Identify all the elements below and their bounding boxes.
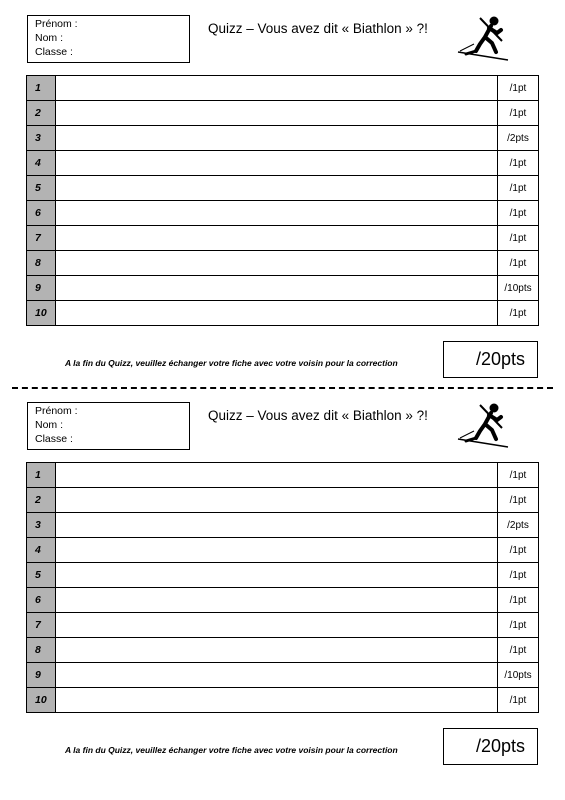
answer-rows	[27, 463, 539, 713]
question-number: 2	[27, 488, 56, 513]
last-name-label: Nom :	[35, 32, 64, 44]
answer-field[interactable]	[56, 588, 498, 613]
question-row	[27, 563, 539, 588]
answer-field[interactable]	[56, 176, 498, 201]
question-row	[27, 126, 539, 151]
question-points: /1pt	[498, 201, 539, 226]
question-points: /1pt	[498, 463, 539, 488]
question-row	[27, 201, 539, 226]
question-number: 3	[27, 126, 56, 151]
first-name-label: Prénom :	[35, 18, 78, 30]
question-row	[27, 488, 539, 513]
biathlon-skier-icon	[456, 401, 510, 453]
question-points: /1pt	[498, 76, 539, 101]
question-number: 10	[27, 688, 56, 713]
class-label: Classe :	[35, 433, 73, 445]
question-number: 9	[27, 663, 56, 688]
question-row	[27, 251, 539, 276]
answer-field[interactable]	[56, 663, 498, 688]
question-points: /10pts	[498, 663, 539, 688]
question-row	[27, 688, 539, 713]
exchange-instruction: A la fin du Quizz, veuillez échanger votre fiche avec votre voisin pour la correction	[65, 358, 398, 368]
question-number: 2	[27, 101, 56, 126]
question-points: /1pt	[498, 613, 539, 638]
question-number: 4	[27, 538, 56, 563]
question-row	[27, 638, 539, 663]
question-number: 1	[27, 76, 56, 101]
total-score-box: /20pts	[443, 341, 538, 378]
question-row	[27, 276, 539, 301]
answer-field[interactable]	[56, 463, 498, 488]
answer-field[interactable]	[56, 76, 498, 101]
answer-field[interactable]	[56, 513, 498, 538]
question-points: /1pt	[498, 101, 539, 126]
cut-line	[12, 387, 553, 389]
question-number: 7	[27, 613, 56, 638]
question-number: 6	[27, 201, 56, 226]
question-number: 5	[27, 563, 56, 588]
question-row	[27, 513, 539, 538]
question-row	[27, 663, 539, 688]
answer-field[interactable]	[56, 276, 498, 301]
question-number: 8	[27, 251, 56, 276]
answer-field[interactable]	[56, 638, 498, 663]
answer-field[interactable]	[56, 126, 498, 151]
class-label: Classe :	[35, 46, 73, 58]
answer-field[interactable]	[56, 201, 498, 226]
question-row	[27, 226, 539, 251]
question-points: /1pt	[498, 538, 539, 563]
question-row	[27, 538, 539, 563]
quiz-title: Quizz – Vous avez dit « Biathlon » ?!	[208, 21, 428, 36]
question-number: 5	[27, 176, 56, 201]
answer-field[interactable]	[56, 688, 498, 713]
question-number: 4	[27, 151, 56, 176]
question-row	[27, 151, 539, 176]
question-points: /1pt	[498, 151, 539, 176]
answer-table	[26, 75, 539, 326]
answer-rows	[27, 76, 539, 326]
answer-field[interactable]	[56, 613, 498, 638]
question-number: 9	[27, 276, 56, 301]
answer-field[interactable]	[56, 151, 498, 176]
first-name-label: Prénom :	[35, 405, 78, 417]
question-number: 6	[27, 588, 56, 613]
answer-field[interactable]	[56, 301, 498, 326]
exchange-instruction: A la fin du Quizz, veuillez échanger votre fiche avec votre voisin pour la correction	[65, 745, 398, 755]
question-row	[27, 588, 539, 613]
question-points: /2pts	[498, 126, 539, 151]
answer-field[interactable]	[56, 563, 498, 588]
question-row	[27, 301, 539, 326]
answer-field[interactable]	[56, 226, 498, 251]
quiz-title: Quizz – Vous avez dit « Biathlon » ?!	[208, 408, 428, 423]
question-row	[27, 101, 539, 126]
total-score-box: /20pts	[443, 728, 538, 765]
answer-field[interactable]	[56, 251, 498, 276]
question-number: 1	[27, 463, 56, 488]
question-points: /1pt	[498, 588, 539, 613]
last-name-label: Nom :	[35, 419, 64, 431]
question-points: /1pt	[498, 226, 539, 251]
question-points: /10pts	[498, 276, 539, 301]
question-number: 7	[27, 226, 56, 251]
question-points: /1pt	[498, 688, 539, 713]
question-row	[27, 176, 539, 201]
question-points: /1pt	[498, 563, 539, 588]
biathlon-skier-icon	[456, 14, 510, 66]
question-points: /2pts	[498, 513, 539, 538]
answer-field[interactable]	[56, 101, 498, 126]
question-points: /1pt	[498, 638, 539, 663]
question-number: 8	[27, 638, 56, 663]
question-row	[27, 613, 539, 638]
question-number: 10	[27, 301, 56, 326]
question-row	[27, 463, 539, 488]
question-points: /1pt	[498, 301, 539, 326]
student-info-box	[27, 402, 190, 450]
answer-table	[26, 462, 539, 713]
answer-field[interactable]	[56, 488, 498, 513]
question-number: 3	[27, 513, 56, 538]
question-row	[27, 76, 539, 101]
question-points: /1pt	[498, 488, 539, 513]
question-points: /1pt	[498, 251, 539, 276]
question-points: /1pt	[498, 176, 539, 201]
student-info-box	[27, 15, 190, 63]
answer-field[interactable]	[56, 538, 498, 563]
